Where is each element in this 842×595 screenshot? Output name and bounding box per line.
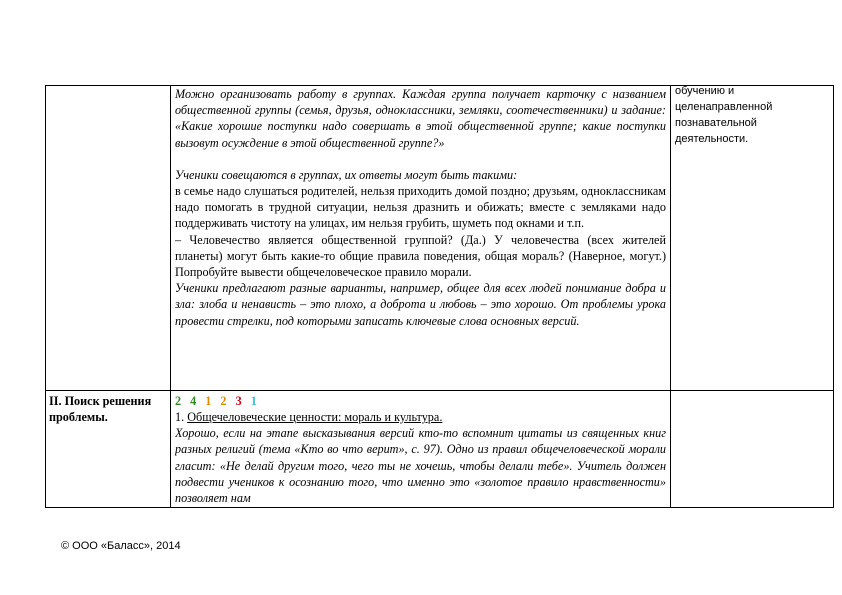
lesson-table	[45, 85, 834, 508]
skill-number: 3	[235, 394, 242, 408]
table-divider-1	[170, 85, 171, 508]
answers-text: в семье надо слушаться родителей, нельзя приходить домой поздно; друзьям, одноклассникам надо помогать в трудной ситуации, нельзя дразнить и обижать; вместе с земляками надо поддерживать чистоту на улицах, им нельзя грубить, шуметь под окнами и т.п.	[175, 184, 666, 231]
table-border-bottom	[45, 507, 834, 508]
table-border-left	[45, 85, 46, 508]
row1-content-cell	[175, 86, 666, 389]
right-line-4: деятельности.	[675, 133, 749, 145]
table-divider-2	[670, 85, 671, 508]
task-paragraph: Можно организовать работу в группах. Каждая группа получает карточку с названием общественной группы (семья, друзья, одноклассники, земляки, соотечественники) и задание: «Какие хорошие поступки надо совершать в этой общественной группе; какие поступки вызовут осуждение в этой общественной группе?»	[175, 87, 666, 150]
skill-numbers	[175, 393, 263, 409]
stage-title: II. Поиск решения проблемы.	[49, 394, 152, 425]
skill-number: 4	[190, 394, 197, 408]
row1-right-cell	[675, 83, 827, 147]
row2-content-cell	[175, 409, 666, 506]
copyright-footer: © ООО «Баласс», 2014	[61, 540, 181, 552]
question-text: – Человечество является общественной группой? (Да.) У человечества (всех жителей планеты) могут быть какие-то общие правила поведения, общая мораль? (Наверное, могут.) Попробуйте вывести общечеловеческое правило морали.	[175, 232, 666, 280]
row-divider	[45, 390, 834, 391]
right-line-1: обучению и	[675, 85, 735, 97]
skill-number: 2	[175, 394, 182, 408]
section-heading-num: 1.	[175, 410, 188, 424]
skill-number: 2	[220, 394, 227, 408]
skill-number: 1	[205, 394, 212, 408]
right-line-2: целенаправленной	[675, 101, 773, 113]
right-line-3: познавательной	[675, 117, 757, 129]
skill-number: 1	[250, 394, 257, 408]
students-text: Ученики предлагают разные варианты, например, общее для всех людей понимание добра и зла: злоба и ненависть – это плохо, а доброта и любовь – это хорошо. От проблемы урока провести стрелки, под которыми записать ключевые слова основных версий.	[175, 281, 666, 328]
table-border-right	[833, 85, 834, 508]
section-body: Хорошо, если на этапе высказывания версий кто-то вспомнит цитаты из священных книг разных религий (тема «Кто во что верит», с. 97). Одно из правил общечеловеческой морали гласит: «Не делай другим того, чего ты не хочешь, чтобы делали тебе». Учитель должен подвести учеников к осознанию того, что именно это «золотое правило нравственности» позволяет нам	[175, 426, 666, 506]
section-heading	[175, 409, 666, 425]
section-heading-text: Общечеловеческие ценности: мораль и культура.	[187, 410, 443, 424]
answers-intro: Ученики совещаются в группах, их ответы могут быть такими:	[175, 167, 518, 182]
